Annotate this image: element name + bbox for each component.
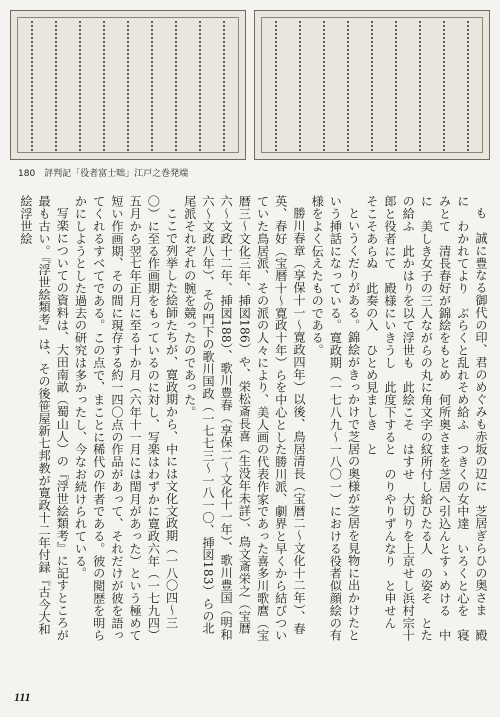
script-column — [151, 21, 167, 151]
body-paragraph: 写楽についての資料は、大田南畝（蜀山人）の『浮世絵類考』に記すところが最も古い。『浮世絵類考』は、その後笹屋新七邦教が寛政十二年付録『古今大和絵浮世絵 — [18, 195, 70, 642]
figure-caption: 180 評判記「役者富士咄」江戸之巻発端 — [18, 169, 189, 179]
script-column — [275, 21, 291, 151]
script-column — [103, 21, 119, 151]
figure-photo-strip — [10, 10, 490, 160]
page-number: 111 — [14, 690, 31, 704]
script-column — [323, 21, 339, 151]
script-column — [175, 21, 191, 151]
script-column — [223, 21, 239, 151]
script-column — [371, 21, 387, 151]
body-text — [14, 195, 490, 645]
script-column — [395, 21, 411, 151]
body-paragraph: 勝川春章（享保十一〜寛政四年）以後、鳥居清長（宝暦二〜文化十二年）、春英、春好（宝暦十〜寛政十年）らを中心とした勝川派、劇界と早くから結びついていた鳥居派、その派の人々により、美人画の代表作家であった喜多川歌麿（宝暦三〜文化三年、挿図186）や、栄松斎長喜（生没年未詳）、鳥文斎栄之（宝暦六〜文政十二年、挿図188）、歌川豊春（享保二〜文化十一年）、歌川豊国（明和六〜文政八年）、その門下の歌川国政（一七七三〜一八一〇、挿図183）らの北尾派それぞれの腕を競ったのであった。 — [182, 195, 306, 642]
script-column — [127, 21, 143, 151]
manuscript-page-left — [10, 10, 246, 160]
manuscript-page-right — [254, 10, 490, 160]
body-paragraph: というくだりがある。錦絵がきっかけで芝居の奥様が芝居を見物に出かけたという挿話になっている。寛政期（一七八九〜一八〇一）における役者似顔絵の有様をよく伝えたものである。 — [310, 195, 361, 642]
script-column — [55, 21, 71, 151]
script-column — [79, 21, 95, 151]
script-column — [347, 21, 363, 151]
body-paragraph: ここで列挙した絵師たちが、寛政期から、中には文化文政期（一八〇四〜三〇）に至る作画期をもっているのに対し、写楽はわずかに寛政六年（一七九四）五月から翌七年正月に至る十か月（六年十一月には閏月があった）という極めて短い作画期、その間に現存する約一四〇点の作品があって、それだけが彼を語ってくれるすべてである。この点で、まことに稀代の作者である。彼の閲歴を明らかにしようとした過去の研究は多かったし、今なお続けられている。 — [73, 195, 179, 642]
script-column — [419, 21, 435, 151]
script-column — [467, 21, 483, 151]
script-column — [31, 21, 47, 151]
body-paragraph: も 誠に豊なる御代の印、君のめぐみも赤坂の辺に 芝居ぎらひの奥さま 殿に わかれてより ぶらくと乱れそめ給ふ つきくの女中達 いろくと心を 寝みとて 清長春好が錦絵をもとめ 何所奥さまを芝居へ引込んとすゝめける 中に 美しき女子の三人ながらの丸に角文字の紋所付し給ひたる人 の姿そ とたの給ふ 此かはりを以て浮世も 此絵こそ はすせ 大切りを上京せし浜村宗十郎と役者にて 殿様にいきうし 此度下すると のりやりずんなり と申せん そこそあらぬ 此奏の入 ひとめ見ましき と — [364, 195, 488, 642]
script-column — [299, 21, 315, 151]
script-column — [199, 21, 215, 151]
script-column — [443, 21, 459, 151]
